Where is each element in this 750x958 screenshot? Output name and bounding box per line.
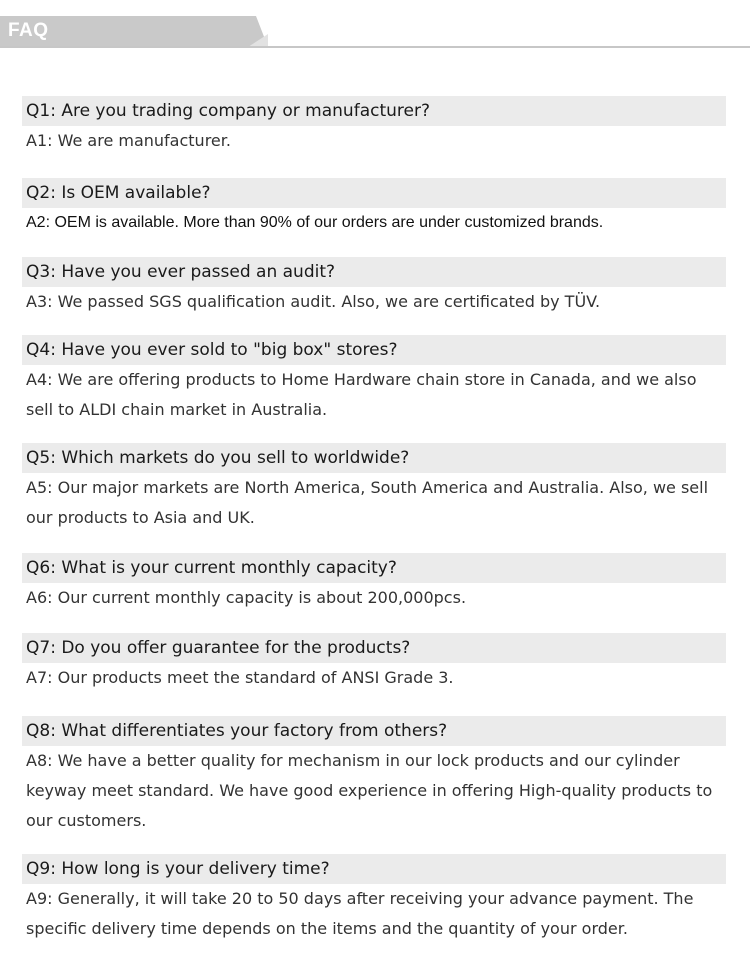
faq-item-5 [22, 443, 726, 533]
question-9: Q9: How long is your delivery time? [22, 854, 726, 884]
question-5: Q5: Which markets do you sell to worldwide? [22, 443, 726, 473]
answer-9: A9: Generally, it will take 20 to 50 days after receiving your advance payment. The specific delivery time depends on the items and the quantity of your order. [26, 889, 694, 938]
answer-7: A7: Our products meet the standard of ANSI Grade 3. [26, 668, 454, 687]
answer-4: A4: We are offering products to Home Hardware chain store in Canada, and we also sell to ALDI chain market in Australia. [26, 370, 697, 419]
faq-item-9 [22, 854, 726, 944]
question-2: Q2: Is OEM available? [22, 178, 726, 208]
question-8: Q8: What differentiates your factory from others? [22, 716, 726, 746]
faq-header [0, 0, 750, 50]
faq-item-7 [22, 633, 726, 693]
faq-item-3 [22, 257, 726, 317]
faq-item-1 [22, 96, 726, 156]
answer-1: A1: We are manufacturer. [26, 131, 231, 150]
faq-item-6 [22, 553, 726, 613]
question-1: Q1: Are you trading company or manufacturer? [22, 96, 726, 126]
faq-item-2 [22, 178, 726, 238]
answer-6: A6: Our current monthly capacity is about 200,000pcs. [26, 588, 467, 607]
answer-8: A8: We have a better quality for mechanism in our lock products and our cylinder keyway meet standard. We have good experience in offering High-quality products to our customers. [26, 751, 713, 830]
answer-2: A2: OEM is available. More than 90% of our orders are under customized brands. [26, 214, 604, 231]
question-4: Q4: Have you ever sold to "big box" stores? [22, 335, 726, 365]
faq-item-8 [22, 716, 726, 836]
answer-3: A3: We passed SGS qualification audit. Also, we are certificated by TÜV. [26, 292, 601, 311]
faq-item-4 [22, 335, 726, 425]
page-title: FAQ [8, 20, 49, 41]
answer-5: A5: Our major markets are North America, South America and Australia. Also, we sell our products to Asia and UK. [26, 478, 709, 527]
question-7: Q7: Do you offer guarantee for the products? [22, 633, 726, 663]
header-divider [0, 46, 750, 48]
question-6: Q6: What is your current monthly capacity? [22, 553, 726, 583]
question-3: Q3: Have you ever passed an audit? [22, 257, 726, 287]
